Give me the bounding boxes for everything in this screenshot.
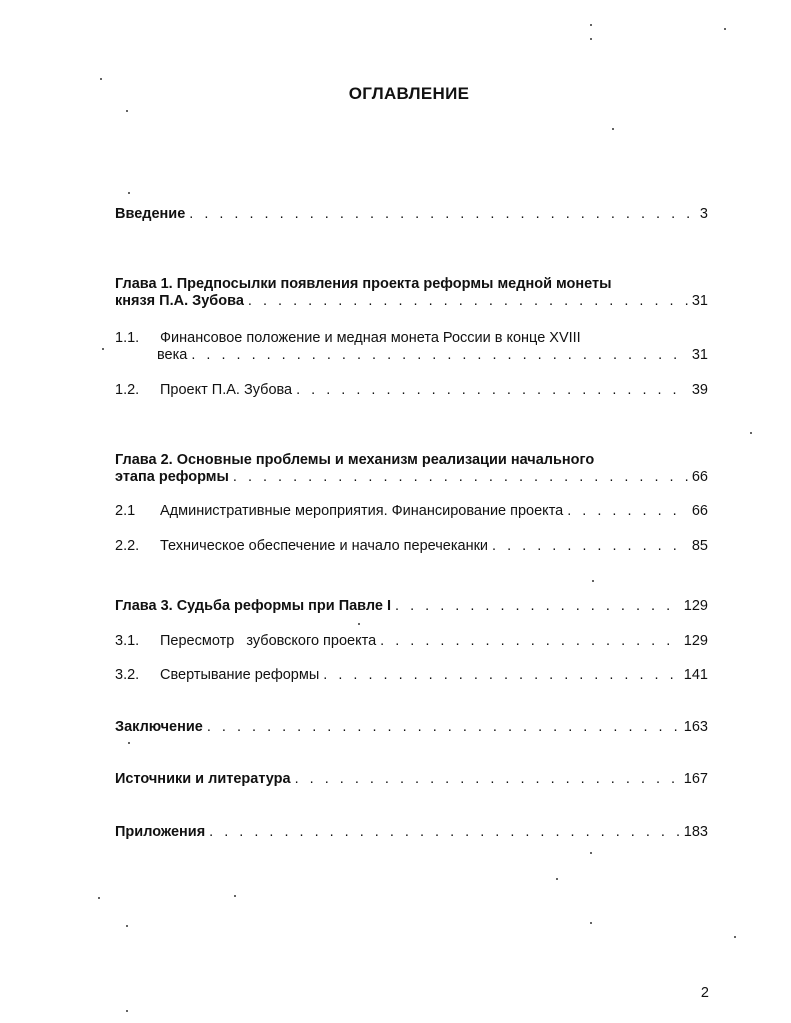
- scan-speck: [556, 878, 558, 880]
- leader-dots: [567, 503, 688, 520]
- toc-entry-section-2-2: [115, 538, 708, 555]
- leader-dots: [395, 598, 680, 615]
- section-number: 3.1.: [115, 633, 140, 649]
- scan-speck: [234, 895, 236, 897]
- toc-entry-intro: [115, 206, 708, 223]
- toc-label-line1: Глава 2. Основные проблемы и механизм реализации начального: [115, 452, 595, 468]
- section-number: 3.2.: [115, 667, 140, 683]
- toc-entry-section-3-2: [115, 667, 708, 684]
- scan-speck: [126, 1010, 128, 1012]
- toc-label-line2: князя П.А. Зубова: [115, 293, 244, 309]
- leader-dots: [492, 538, 688, 555]
- toc-page-number: 66: [691, 503, 708, 519]
- page-number: 2: [700, 985, 709, 1001]
- leader-dots: [295, 771, 680, 788]
- toc-label: Источники и литература: [115, 771, 291, 787]
- scan-speck: [592, 580, 594, 582]
- toc-entry-chapter-1: [115, 276, 708, 310]
- toc-label-line2: этапа реформы: [115, 469, 229, 485]
- toc-label: Приложения: [115, 824, 206, 840]
- scan-speck: [590, 24, 592, 26]
- scan-speck: [102, 348, 104, 350]
- leader-dots: [296, 382, 688, 399]
- section-number: 2.1: [115, 503, 136, 519]
- toc-page-number: 129: [683, 633, 708, 649]
- toc-label-line2: века: [157, 347, 188, 363]
- scan-speck: [750, 432, 752, 434]
- toc-page-number: 183: [683, 824, 708, 840]
- leader-dots: [233, 469, 688, 486]
- leader-dots: [380, 633, 680, 650]
- toc-label: Проект П.А. Зубова: [160, 382, 293, 398]
- toc-page-number: 167: [683, 771, 708, 787]
- scan-speck: [358, 623, 360, 625]
- toc-label: Административные мероприятия. Финансирование проекта: [160, 503, 564, 519]
- scan-speck: [126, 925, 128, 927]
- scan-speck: [734, 936, 736, 938]
- scan-speck: [724, 28, 726, 30]
- section-number: 1.1.: [115, 330, 140, 346]
- toc-label-line1: Финансовое положение и медная монета России в конце XVIII: [160, 330, 581, 346]
- toc-page-number: 31: [691, 293, 708, 309]
- toc-entry-conclusion: [115, 719, 708, 736]
- toc-page-number: 141: [683, 667, 708, 683]
- section-number: 2.2.: [115, 538, 140, 554]
- toc-label: Техническое обеспечение и начало перечеканки: [160, 538, 489, 554]
- toc-entry-section-1-2: [115, 382, 708, 399]
- section-number: 1.2.: [115, 382, 140, 398]
- scan-speck: [128, 742, 130, 744]
- toc-entry-appendix: [115, 824, 708, 841]
- toc-page-number: 66: [691, 469, 708, 485]
- scan-speck: [98, 897, 100, 899]
- toc-entry-chapter-3: [115, 598, 708, 615]
- toc-label: Заключение: [115, 719, 203, 735]
- leader-dots: [189, 206, 696, 223]
- toc-page-number: 31: [691, 347, 708, 363]
- toc-page-number: 163: [683, 719, 708, 735]
- toc-label: Пересмотр зубовского проекта: [160, 633, 377, 649]
- scan-speck: [128, 192, 130, 194]
- toc-label: Свертывание реформы: [160, 667, 320, 683]
- toc-page-number: 85: [691, 538, 708, 554]
- toc-entry-sources: [115, 771, 708, 788]
- toc-page-number: 3: [699, 206, 708, 222]
- leader-dots: [207, 719, 680, 736]
- toc-page-number: 39: [691, 382, 708, 398]
- scan-speck: [590, 38, 592, 40]
- toc-entry-section-2-1: [115, 503, 708, 520]
- toc-entry-section-1-1: [115, 330, 708, 364]
- scan-speck: [590, 852, 592, 854]
- toc-entry-chapter-2: [115, 452, 708, 486]
- toc-label: Введение: [115, 206, 186, 222]
- leader-dots: [323, 667, 680, 684]
- scan-speck: [100, 78, 102, 80]
- page-title: ОГЛАВЛЕНИЕ: [348, 84, 470, 103]
- leader-dots: [191, 347, 688, 364]
- leader-dots: [248, 293, 688, 310]
- scan-speck: [126, 110, 128, 112]
- scan-speck: [612, 128, 614, 130]
- toc-entry-section-3-1: [115, 633, 708, 650]
- leader-dots: [209, 824, 680, 841]
- toc-label-line1: Глава 1. Предпосылки появления проекта реформы медной монеты: [115, 276, 612, 292]
- toc-label: Глава 3. Судьба реформы при Павле I: [115, 598, 392, 614]
- scan-speck: [590, 922, 592, 924]
- toc-page-number: 129: [683, 598, 708, 614]
